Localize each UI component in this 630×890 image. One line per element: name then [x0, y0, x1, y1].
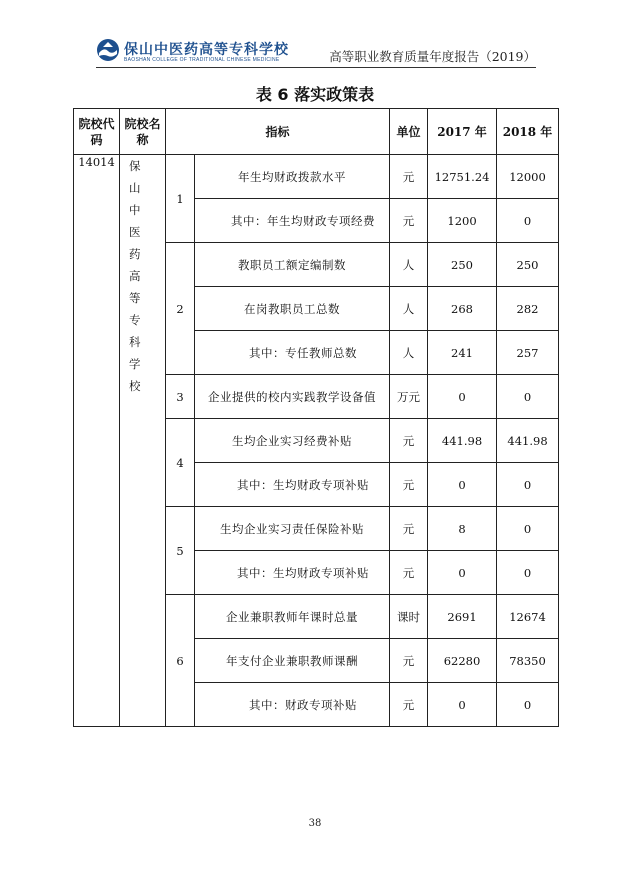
college-name-cn: 保山中医药高等专科学校 [124, 42, 289, 58]
value-2017-cell: 62280 [428, 639, 497, 683]
col-header-2017: 2017 年 [428, 109, 497, 155]
value-2018-cell: 0 [497, 507, 559, 551]
value-2017-cell: 268 [428, 287, 497, 331]
value-2017-cell: 250 [428, 243, 497, 287]
indicator-cell: 其中：年生均财政专项经费 [195, 199, 390, 243]
indicator-cell: 年支付企业兼职教师课酬 [195, 639, 390, 683]
college-name-en: BAOSHAN COLLEGE OF TRADITIONAL CHINESE MEDICINE [124, 57, 280, 63]
school-name: 保山中医药高等专科学校 [129, 159, 152, 393]
group-number: 4 [166, 419, 195, 507]
col-header-code: 院校代码 [74, 109, 120, 155]
group-number: 6 [166, 595, 195, 727]
value-2018-cell: 250 [497, 243, 559, 287]
value-2018-cell: 12000 [497, 155, 559, 199]
school-code: 14014 [74, 155, 120, 727]
group-number: 1 [166, 155, 195, 243]
indicator-cell: 年生均财政拨款水平 [195, 155, 390, 199]
indicator-cell: 其中：财政专项补贴 [195, 683, 390, 727]
unit-cell: 元 [390, 199, 428, 243]
school-name-cell [120, 155, 166, 727]
indicator-cell: 生均企业实习责任保险补贴 [195, 507, 390, 551]
value-2017-cell: 8 [428, 507, 497, 551]
value-2017-cell: 1200 [428, 199, 497, 243]
indicator-cell: 其中：生均财政专项补贴 [195, 463, 390, 507]
value-2017-cell: 241 [428, 331, 497, 375]
unit-cell: 课时 [390, 595, 428, 639]
header-divider [96, 67, 536, 68]
indicator-cell: 生均企业实习经费补贴 [195, 419, 390, 463]
value-2017-cell: 0 [428, 683, 497, 727]
value-2018-cell: 282 [497, 287, 559, 331]
value-2018-cell: 12674 [497, 595, 559, 639]
value-2018-cell: 0 [497, 683, 559, 727]
col-header-name: 院校名称 [120, 109, 166, 155]
indicator-cell: 企业提供的校内实践教学设备值 [195, 375, 390, 419]
table-header-row [74, 109, 559, 155]
table-body [74, 155, 559, 727]
unit-cell: 人 [390, 331, 428, 375]
page-header [96, 38, 536, 68]
value-2018-cell: 0 [497, 551, 559, 595]
unit-cell: 元 [390, 463, 428, 507]
indicator-cell: 企业兼职教师年课时总量 [195, 595, 390, 639]
unit-cell: 元 [390, 507, 428, 551]
value-2018-cell: 0 [497, 375, 559, 419]
indicator-cell: 其中：生均财政专项补贴 [195, 551, 390, 595]
value-2018-cell: 0 [497, 199, 559, 243]
value-2018-cell: 257 [497, 331, 559, 375]
col-header-unit: 单位 [390, 109, 428, 155]
unit-cell: 元 [390, 155, 428, 199]
indicator-cell: 教职员工额定编制数 [195, 243, 390, 287]
unit-cell: 人 [390, 243, 428, 287]
value-2017-cell: 0 [428, 551, 497, 595]
value-2017-cell: 12751.24 [428, 155, 497, 199]
report-title: 高等职业教育质量年度报告（2019） [329, 49, 536, 64]
unit-cell: 人 [390, 287, 428, 331]
policy-table [73, 108, 559, 727]
unit-cell: 元 [390, 551, 428, 595]
value-2017-cell: 0 [428, 375, 497, 419]
table-row [74, 155, 559, 199]
unit-cell: 元 [390, 419, 428, 463]
value-2018-cell: 0 [497, 463, 559, 507]
col-header-indicator: 指标 [166, 109, 390, 155]
indicator-cell: 在岗教职员工总数 [195, 287, 390, 331]
value-2017-cell: 441.98 [428, 419, 497, 463]
indicator-cell: 其中：专任教师总数 [195, 331, 390, 375]
unit-cell: 元 [390, 683, 428, 727]
group-number: 3 [166, 375, 195, 419]
value-2017-cell: 0 [428, 463, 497, 507]
value-2018-cell: 78350 [497, 639, 559, 683]
unit-cell: 万元 [390, 375, 428, 419]
group-number: 5 [166, 507, 195, 595]
page-number: 38 [308, 818, 322, 829]
unit-cell: 元 [390, 639, 428, 683]
group-number: 2 [166, 243, 195, 375]
value-2017-cell: 2691 [428, 595, 497, 639]
col-header-2018: 2018 年 [497, 109, 559, 155]
college-logo-icon [96, 38, 120, 62]
value-2018-cell: 441.98 [497, 419, 559, 463]
table-title: 表 6 落实政策表 [255, 85, 375, 104]
